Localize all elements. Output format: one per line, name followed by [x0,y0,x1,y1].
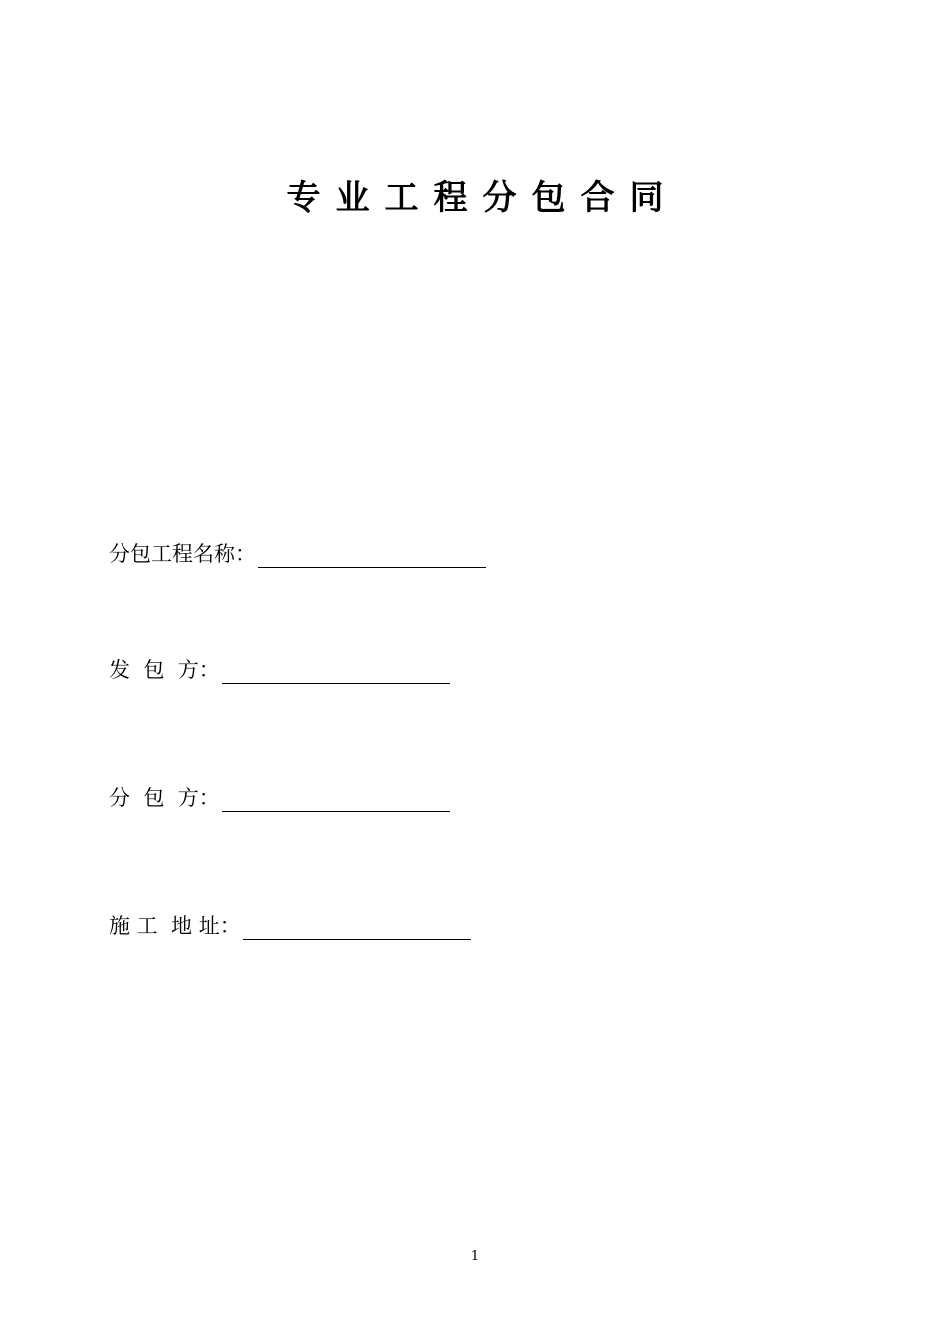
field-construction-address [109,912,471,940]
field-label: 分 包 方： [109,786,220,810]
field-label: 发 包 方： [109,658,220,682]
field-employer [109,656,450,684]
field-label: 分包工程名称： [109,542,256,566]
field-subcontract-project-name [109,540,486,568]
page-number: 1 [470,1249,480,1264]
blank-line-subcontractor [222,789,450,812]
contract-title: 专业工程分包合同 [286,178,679,218]
field-subcontractor [109,784,450,812]
blank-line-project-name [258,545,486,568]
blank-line-construction-address [243,917,471,940]
field-label: 施 工 地 址： [109,914,241,938]
blank-line-employer [222,661,450,684]
